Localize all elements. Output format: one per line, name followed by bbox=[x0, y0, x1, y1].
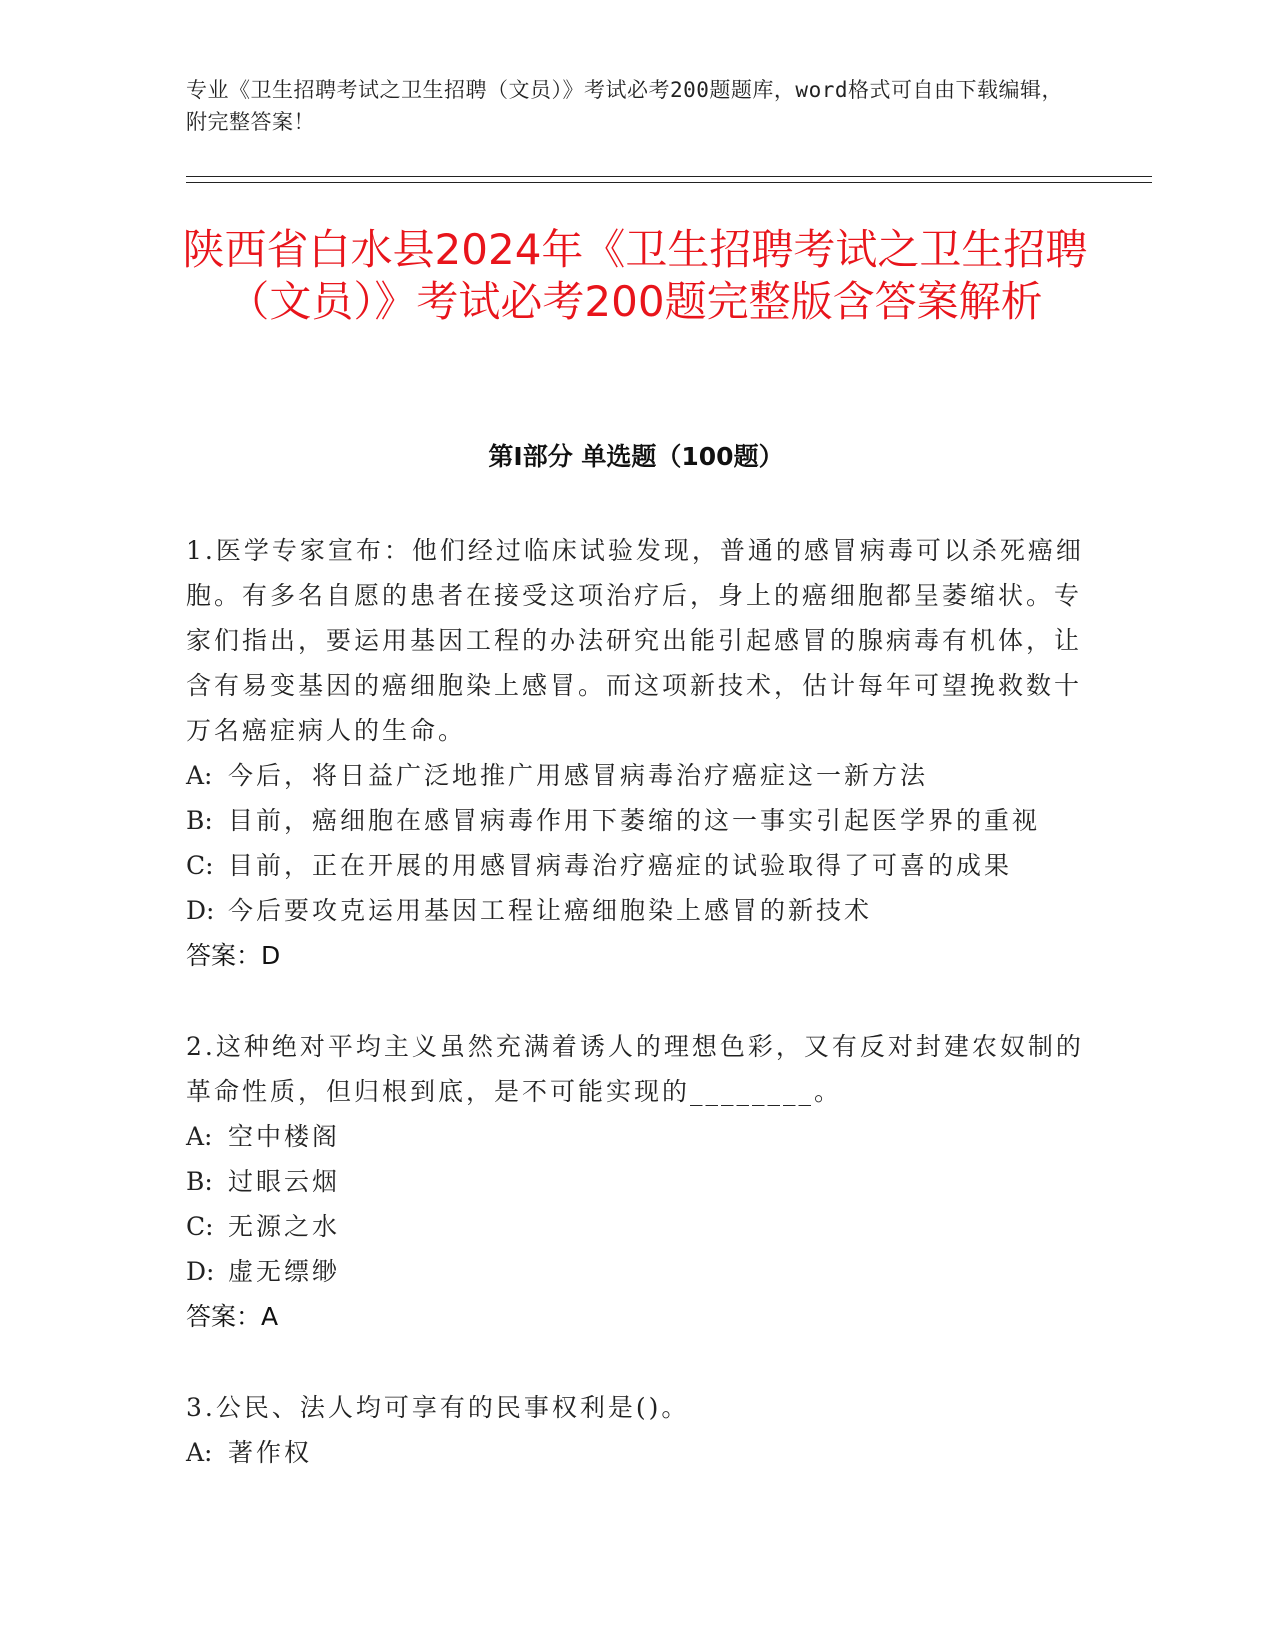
option-text: 目前，癌细胞在感冒病毒作用下萎缩的这一事实引起医学界的重视 bbox=[228, 806, 1041, 835]
option-key: A: bbox=[186, 1438, 213, 1467]
header-divider-bottom bbox=[186, 182, 1152, 183]
header-note: 专业《卫生招聘考试之卫生招聘（文员）》考试必考200题题库，word格式可自由下载编辑，附完整答案！ bbox=[186, 78, 1063, 134]
question-stem: 3.公民、法人均可享有的民事权利是()。 bbox=[186, 1393, 690, 1422]
header-divider-top bbox=[186, 176, 1152, 177]
document-title: 陕西省白水县2024年《卫生招聘考试之卫生招聘（文员）》考试必考200题完整版含答案解析 bbox=[182, 225, 1088, 326]
option-a bbox=[186, 1114, 1086, 1159]
option-key: C: bbox=[186, 1212, 214, 1241]
option-key: C: bbox=[186, 851, 214, 880]
option-a bbox=[186, 753, 1086, 798]
option-key: B: bbox=[186, 1167, 213, 1196]
option-b bbox=[186, 1159, 1086, 1204]
option-key: A: bbox=[186, 1122, 213, 1151]
question-2 bbox=[186, 1024, 1086, 1339]
option-a bbox=[186, 1430, 1086, 1475]
option-text: 过眼云烟 bbox=[228, 1167, 341, 1196]
question-stem: 1.医学专家宣布：他们经过临床试验发现，普通的感冒病毒可以杀死癌细胞。有多名自愿的患者在接受这项治疗后，身上的癌细胞都呈萎缩状。专家们指出，要运用基因工程的办法研究出能引起感冒的腺病毒有机体，让含有易变基因的癌细胞染上感冒。而这项新技术，估计每年可望挽救数十万名癌症病人的生命。 bbox=[186, 536, 1084, 745]
option-c bbox=[186, 1204, 1086, 1249]
option-c bbox=[186, 843, 1086, 888]
section-title: 第Ⅰ部分 单选题（100题） bbox=[488, 442, 784, 471]
answer-label: 答案：D bbox=[186, 941, 281, 970]
option-d bbox=[186, 1249, 1086, 1294]
question-list bbox=[186, 528, 1086, 1521]
option-text: 著作权 bbox=[228, 1438, 313, 1467]
answer-label: 答案：A bbox=[186, 1302, 279, 1331]
option-key: B: bbox=[186, 806, 213, 835]
option-text: 今后，将日益广泛地推广用感冒病毒治疗癌症这一新方法 bbox=[228, 761, 929, 790]
question-1 bbox=[186, 528, 1086, 978]
question-stem: 2.这种绝对平均主义虽然充满着诱人的理想色彩，又有反对封建农奴制的革命性质，但归根到底，是不可能实现的________。 bbox=[186, 1032, 1084, 1106]
option-text: 今后要攻克运用基因工程让癌细胞染上感冒的新技术 bbox=[228, 896, 873, 925]
option-key: D: bbox=[186, 1257, 215, 1286]
option-text: 目前，正在开展的用感冒病毒治疗癌症的试验取得了可喜的成果 bbox=[228, 851, 1013, 880]
option-text: 无源之水 bbox=[228, 1212, 341, 1241]
option-text: 虚无缥缈 bbox=[228, 1257, 341, 1286]
question-3 bbox=[186, 1385, 1086, 1475]
option-key: D: bbox=[186, 896, 215, 925]
option-b bbox=[186, 798, 1086, 843]
option-key: A: bbox=[186, 761, 213, 790]
option-d bbox=[186, 888, 1086, 933]
option-text: 空中楼阁 bbox=[228, 1122, 341, 1151]
